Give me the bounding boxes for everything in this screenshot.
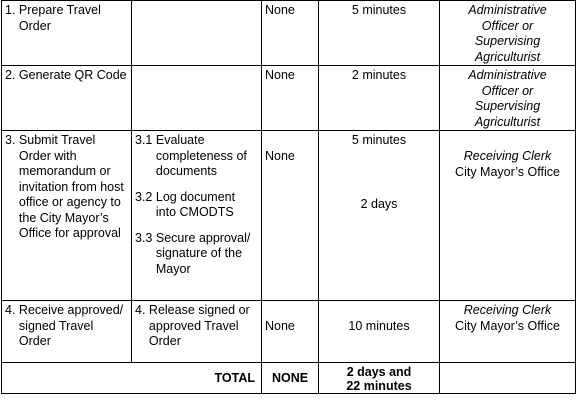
client-step-cell: 4. Receive approved/ signed Travel Order (2, 301, 132, 363)
processing-time-cell: 10 minutes (319, 301, 440, 363)
total-row (2, 363, 576, 394)
person-responsible-cell: Administrative Officer or Supervising Agriculturist (440, 66, 576, 131)
total-time: 2 days and 22 minutes (319, 363, 440, 394)
processing-time-cell: 2 minutes (319, 66, 440, 131)
person-responsible-cell: Administrative Officer or Supervising Agriculturist (440, 1, 576, 66)
client-step-cell: 2. Generate QR Code (2, 66, 132, 131)
agency-action-cell: 4. Release signed or approved Travel Order (132, 301, 262, 363)
table-row (2, 301, 576, 363)
person-responsible-cell: Receiving Clerk City Mayor’s Office (440, 131, 576, 301)
procedure-table (1, 0, 576, 394)
total-person-cell (440, 363, 576, 394)
agency-action-cell (132, 1, 262, 66)
person-responsible-cell: Receiving Clerk City Mayor’s Office (440, 301, 576, 363)
fees-cell: None (262, 1, 319, 66)
agency-action-cell (132, 66, 262, 131)
table-row (2, 131, 576, 301)
table-row (2, 1, 576, 66)
table-row (2, 66, 576, 131)
fees-cell: None (262, 301, 319, 363)
client-step-cell: 1. Prepare Travel Order (2, 1, 132, 66)
client-step-cell: 3. Submit Travel Order with memorandum or invitation from host office or agency to the City Mayor’s Office for approval (2, 131, 132, 301)
agency-action-cell: 3.1 Evaluate completeness of documents 3.2 Log document into CMODTS 3.3 Secure approval/ signature of the Mayor (132, 131, 262, 301)
processing-time-cell: 5 minutes 2 days (319, 131, 440, 301)
fees-cell: None (262, 66, 319, 131)
total-label: TOTAL (2, 363, 262, 394)
processing-time-cell: 5 minutes (319, 1, 440, 66)
total-fees: NONE (262, 363, 319, 394)
fees-cell: None (262, 131, 319, 301)
